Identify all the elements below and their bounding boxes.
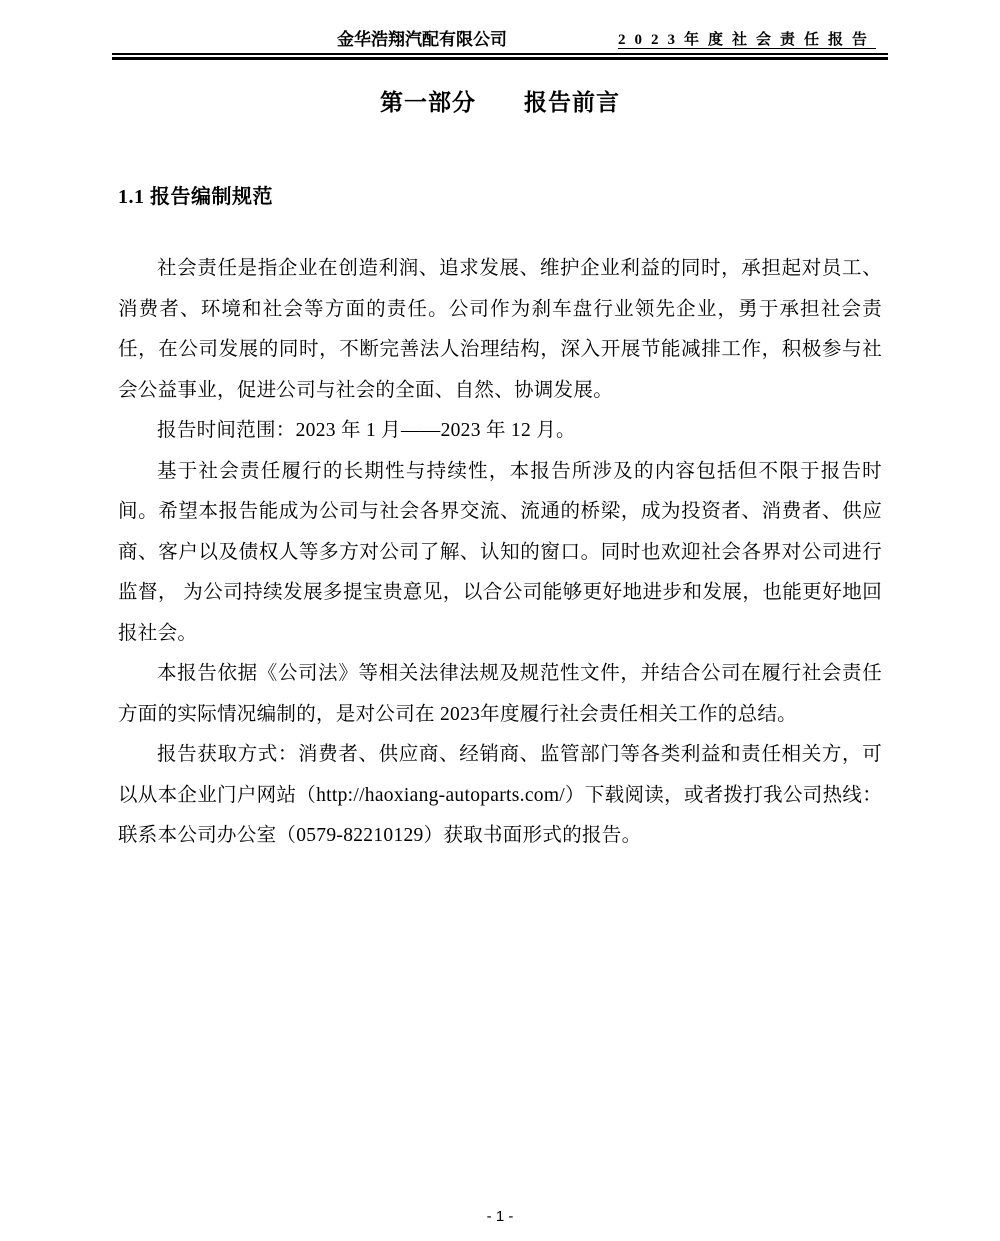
body-text — [118, 249, 882, 857]
header-company-name: 金华浩翔汽配有限公司 — [337, 30, 507, 49]
header-report-title: 2023年度社会责任报告 — [617, 32, 876, 48]
header-double-rule — [112, 53, 888, 60]
page-footer — [0, 1208, 1000, 1225]
document-content — [118, 180, 882, 857]
section-heading: 1.1 报告编制规范 — [118, 186, 273, 208]
paragraph-report-basis: 本报告依据《公司法》等相关法律法规及规范性文件，并结合公司在履行社会责任方面的实际情况编制的，是对公司在 2023年度履行社会责任相关工作的总结。 — [118, 663, 882, 725]
paragraph-report-period: 报告时间范围：2023 年 1 月——2023 年 12 月。 — [157, 420, 576, 441]
page-number: - 1 - — [486, 1208, 514, 1225]
part-title: 第一部分 报告前言 — [380, 90, 620, 115]
paragraph-social-responsibility: 社会责任是指企业在创造利润、追求发展、维护企业利益的同时，承担起对员工、消费者、环境和社会等方面的责任。公司作为刹车盘行业领先企业，勇于承担社会责任，在公司发展的同时，不断完善法人治理结构，深入开展节能减排工作，积极参与社会公益事业，促进公司与社会的全面、自然、协调发展。 — [118, 258, 882, 401]
paragraph-report-scope: 基于社会责任履行的长期性与持续性，本报告所涉及的内容包括但不限于报告时间。希望本报告能成为公司与社会各界交流、流通的桥梁，成为投资者、消费者、供应商、客户以及债权人等多方对公司了解、认知的窗口。同时也欢迎社会各界对公司进行监督， 为公司持续发展多提宝贵意见，以合公司能够更好地进步和发展，也能更好地回报社会。 — [118, 460, 882, 644]
paragraph-report-access: 报告获取方式：消费者、供应商、经销商、监管部门等各类利益和责任相关方，可以从本企业门户网站（http://haoxiang-autoparts.com/）下载阅读，或者拨打我公司热线： 联系本公司办公室（0579-82210129）获取书面形式的报告。 — [118, 744, 882, 846]
page-header — [112, 28, 888, 60]
